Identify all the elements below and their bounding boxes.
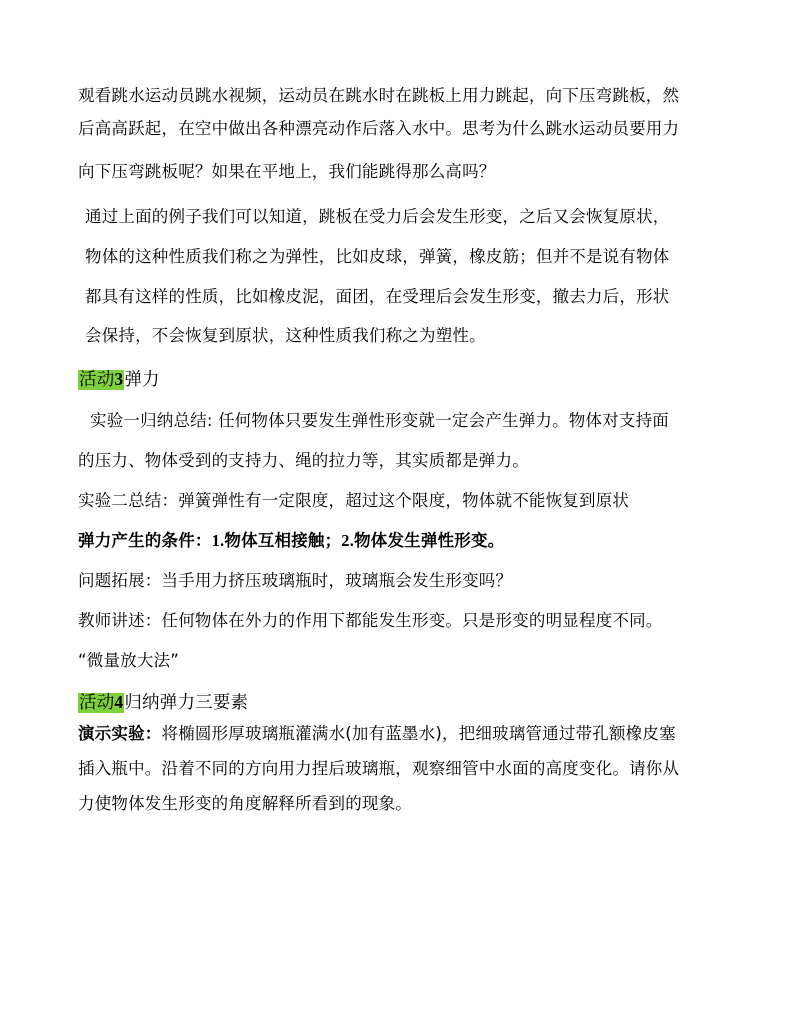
activity-4-label: 活动 (79, 693, 115, 713)
experiment-1-line-1: 实验一归纳总结: 任何物体只要发生弹性形变就一定会产生弹力。物体对支持面 (90, 411, 670, 430)
activity-4-number: 4 (114, 692, 124, 712)
activity-3-heading (78, 367, 160, 392)
demo-line-3: 力使物体发生形变的角度解释所看到的现象。 (78, 794, 412, 813)
demo-line-2: 插入瓶中。沿着不同的方向用力捏后玻璃瓶，观察细管中水面的高度变化。请你从 (78, 759, 680, 778)
activity-3-number: 3 (114, 369, 124, 389)
elastic-line-4: 会保持，不会恢复到原状，这种性质我们称之为塑性。 (85, 326, 486, 345)
elastic-line-2: 物体的这种性质我们称之为弹性，比如皮球，弹簧，橡皮筋；但并不是说有物体 (85, 247, 670, 266)
activity-3-label: 活动 (79, 370, 115, 390)
activity-3-title: 弹力 (124, 370, 160, 390)
teacher-explanation: 教师讲述：任何物体在外力的作用下都能发生形变。只是形变的明显程度不同。 (78, 611, 663, 630)
demo-line-1 (78, 722, 676, 746)
conditions-prefix: 弹力产生的条件： (78, 531, 212, 550)
activity-4-highlight (78, 693, 124, 713)
condition-1-number: 1. (211, 531, 225, 550)
demo-line-1-text: 将椭圆形厚玻璃瓶灌满水(加有蓝墨水)，把细玻璃管通过带孔额橡皮塞 (161, 724, 676, 743)
elastic-force-conditions (78, 529, 504, 553)
question-extension: 问题拓展：当手用力挤压玻璃瓶时，玻璃瓶会发生形变吗？ (78, 571, 513, 590)
activity-3-highlight (78, 370, 124, 390)
activity-4-title: 归纳弹力三要素 (124, 693, 249, 713)
experiment-2-summary: 实验二总结：弹簧弹性有一定限度，超过这个限度，物体就不能恢复到原状 (78, 491, 630, 510)
elastic-line-1: 通过上面的例子我们可以知道，跳板在受力后会发生形变，之后又会恢复原状， (85, 207, 670, 226)
intro-line-2: 后高高跃起，在空中做出各种漂亮动作后落入水中。思考为什么跳水运动员要用力 (78, 119, 680, 138)
magnification-method: “微量放大法” (78, 651, 179, 670)
elastic-line-3: 都具有这样的性质，比如橡皮泥，面团，在受理后会发生形变，撤去力后，形状 (85, 287, 670, 306)
experiment-1-line-2: 的压力、物体受到的支持力、绳的拉力等，其实质都是弹力。 (78, 451, 529, 470)
condition-2-number: 2. (341, 531, 355, 550)
demo-label: 演示实验： (78, 724, 162, 743)
intro-line-3: 向下压弯跳板呢？如果在平地上，我们能跳得那么高吗？ (78, 162, 496, 181)
activity-4-heading (78, 690, 248, 715)
intro-line-1: 观看跳水运动员跳水视频，运动员在跳水时在跳板上用力跳起，向下压弯跳板，然 (78, 86, 680, 105)
condition-1-text: 物体互相接触； (224, 531, 342, 550)
condition-2-text: 物体发生弹性形变。 (354, 531, 505, 550)
